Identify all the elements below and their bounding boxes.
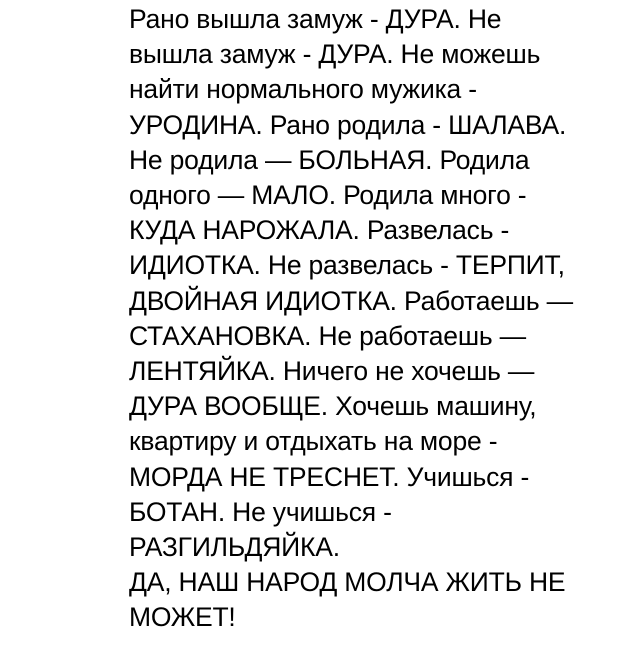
text-line: Рано вышла замуж - ДУРА. Не [129, 4, 502, 34]
text-line: Не родила — БОЛЬНАЯ. Родила [129, 144, 530, 175]
text-line: БОТАН. Не учишься - [129, 496, 392, 527]
text-line: МОЖЕТ! [129, 602, 236, 633]
text-line: КУДА НАРОЖАЛА. Развелась - [129, 215, 510, 246]
text-line: найти нормального мужика - [129, 74, 477, 105]
text-line: ЛЕНТЯЙКА. Ничего не хочешь — [129, 356, 535, 387]
text-line: ИДИОТКА. Не развелась - ТЕРПИТ, [129, 250, 565, 281]
text-line: вышла замуж - ДУРА. Не можешь [129, 39, 541, 70]
text-line: квартиру и отдыхать на море - [129, 426, 498, 457]
text-line: ДА, НАШ НАРОД МОЛЧА ЖИТЬ НЕ [129, 567, 566, 598]
text-line: ДВОЙНАЯ ИДИОТКА. Работаешь — [129, 285, 573, 316]
text-block [129, 2, 634, 636]
text-line: МОРДА НЕ ТРЕСНЕТ. Учишься - [129, 461, 530, 492]
text-line: ДУРА ВООБЩЕ. Хочешь машину, [129, 391, 537, 422]
text-line: РАЗГИЛЬДЯЙКА. [129, 532, 340, 563]
text-line: УРОДИНА. Рано родила - ШАЛАВА. [129, 109, 567, 140]
text-line: одного — МАЛО. Родила много - [129, 180, 527, 211]
text-line: СТАХАНОВКА. Не работаешь — [129, 320, 526, 351]
